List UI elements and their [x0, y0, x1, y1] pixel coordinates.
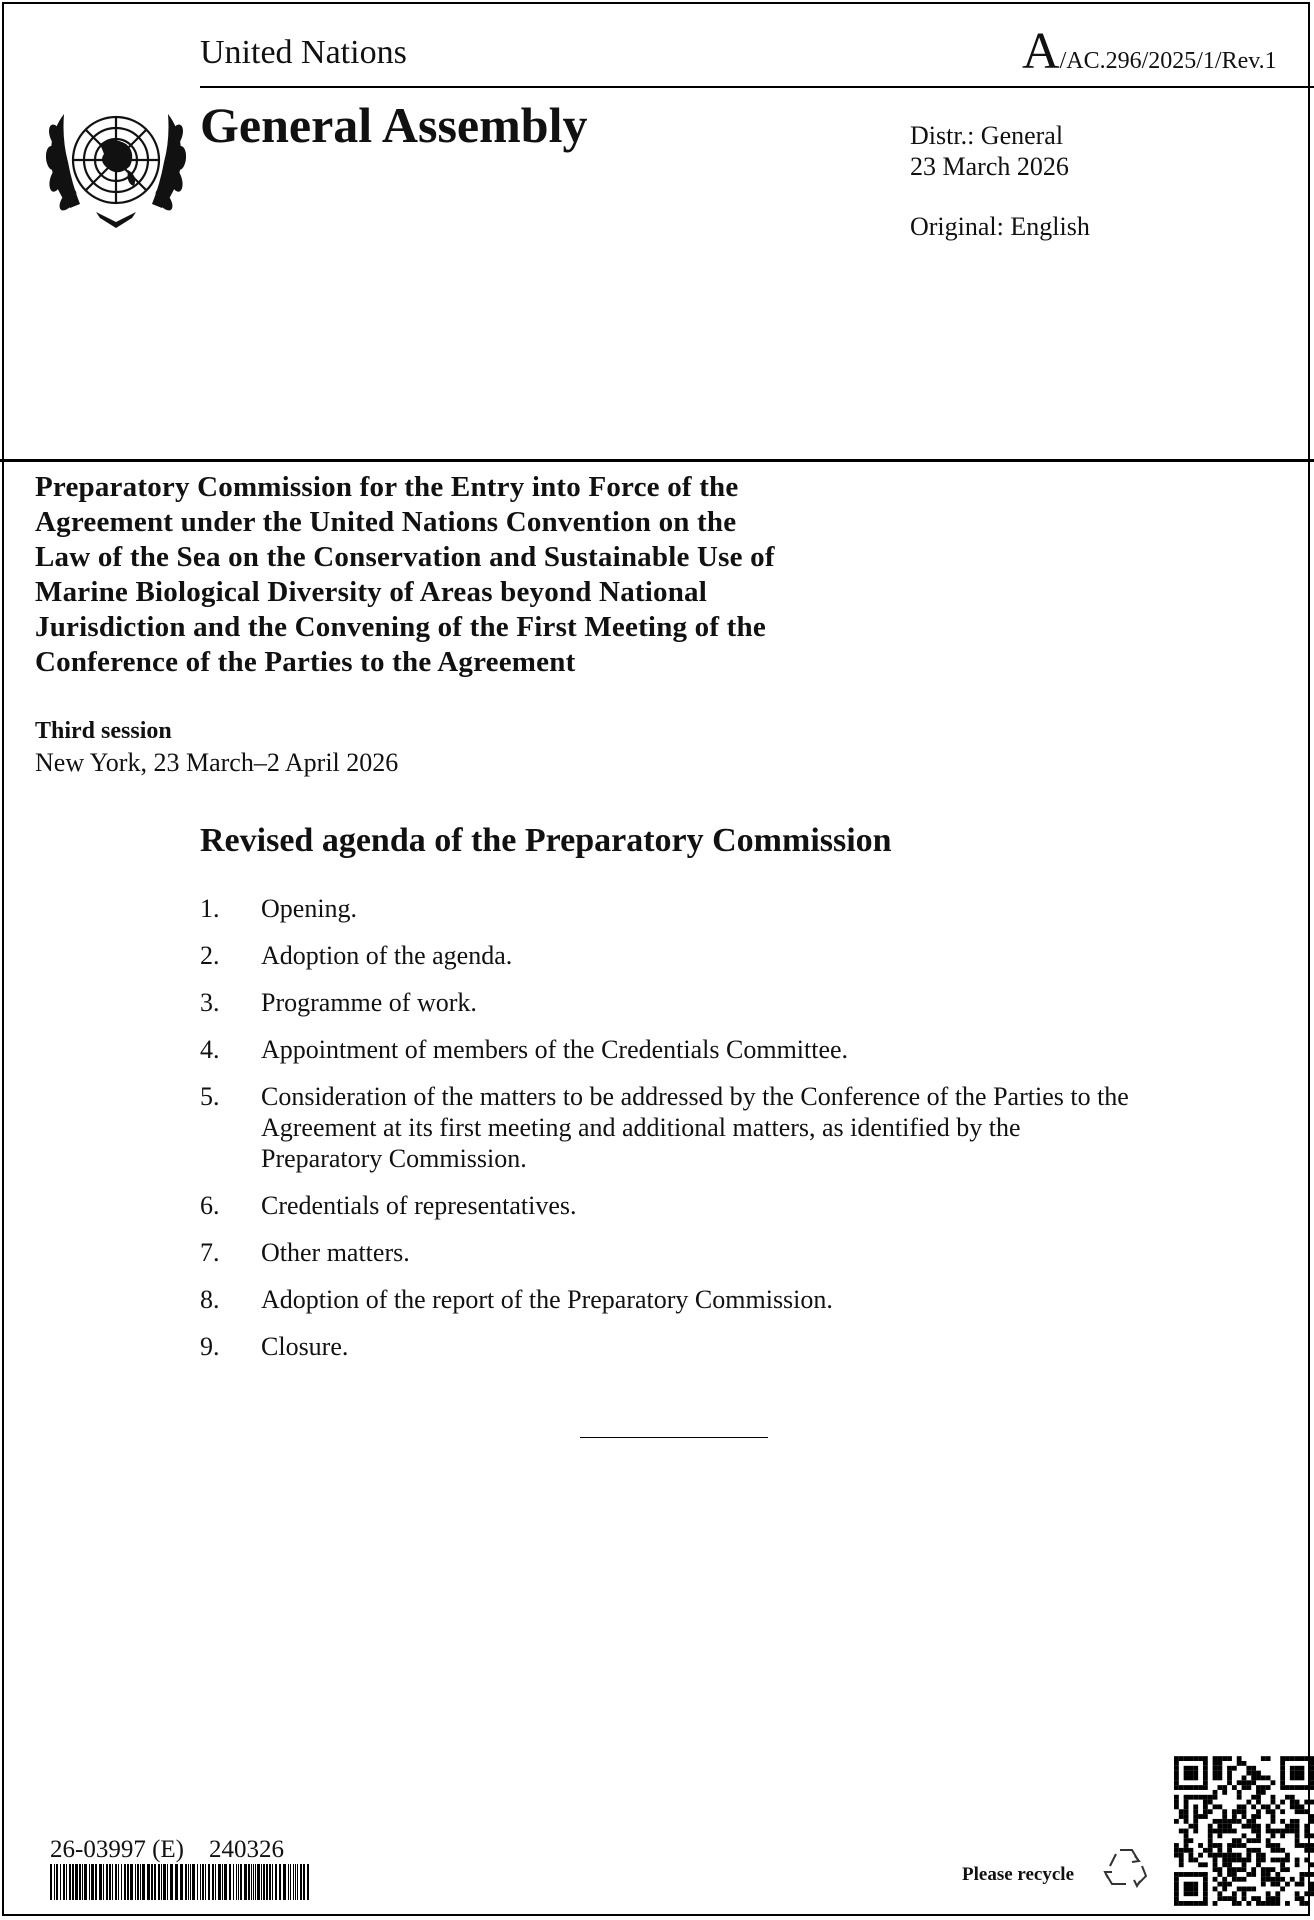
- agenda-item: [200, 893, 1130, 924]
- agenda-item: [200, 1081, 1130, 1174]
- document-date: 23 March 2026: [910, 152, 1069, 181]
- agenda-item-text: Adoption of the agenda.: [261, 941, 513, 970]
- qr-code-icon: [1174, 1756, 1314, 1906]
- recycle-text: Please recycle: [962, 1864, 1074, 1885]
- original-language: Original: English: [910, 212, 1090, 241]
- agenda-item: [200, 987, 1130, 1018]
- agenda-item-number: 6.: [200, 1191, 220, 1220]
- org-name: United Nations: [200, 34, 407, 71]
- committee-title: Preparatory Commission for the Entry into Force of the Agreement under the United Nations Convention on the Law of the Sea on the Conservation and Sustainable Use of Marine Biological Diversity of Areas beyond National Jurisdiction and the Convening of the First Meeting of the Conference of the Parties to the Agreement: [35, 471, 775, 678]
- symbol-letter: A: [1022, 23, 1060, 80]
- main-rule: [0, 459, 1314, 462]
- agenda-item-text: Appointment of members of the Credentials Committee.: [261, 1035, 849, 1064]
- agenda-list: [200, 893, 1130, 1378]
- agenda-item-text: Adoption of the report of the Preparatory Commission.: [261, 1285, 833, 1314]
- agenda-item: [200, 1331, 1130, 1362]
- distribution: Distr.: General: [910, 121, 1064, 150]
- agenda-item-number: 1.: [200, 894, 220, 923]
- agenda-item-number: 5.: [200, 1082, 220, 1111]
- agenda-item-number: 7.: [200, 1238, 220, 1267]
- barcode-icon: [50, 1864, 312, 1900]
- agenda-item-number: 4.: [200, 1035, 220, 1064]
- end-rule: [580, 1437, 768, 1438]
- agenda-item: [200, 1237, 1130, 1268]
- organ-title: General Assembly: [200, 97, 588, 153]
- agenda-item-text: Consideration of the matters to be addressed by the Conference of the Parties to the Agreement at its first meeting and additional matters, as identified by the Preparatory Commission.: [261, 1082, 1129, 1173]
- agenda-item-number: 3.: [200, 988, 220, 1017]
- agenda-item: [200, 1190, 1130, 1221]
- agenda-item-number: 2.: [200, 941, 220, 970]
- agenda-item-text: Other matters.: [261, 1238, 410, 1267]
- agenda-item: [200, 940, 1130, 971]
- agenda-item-text: Closure.: [261, 1332, 349, 1361]
- agenda-title: Revised agenda of the Preparatory Commission: [200, 822, 892, 859]
- session: Third session: [35, 718, 172, 744]
- agenda-item: [200, 1034, 1130, 1065]
- job-number: 26-03997 (E) 240326: [50, 1836, 284, 1863]
- agenda-item-text: Opening.: [261, 894, 358, 923]
- agenda-item-number: 9.: [200, 1332, 220, 1361]
- agenda-item-text: Credentials of representatives.: [261, 1191, 577, 1220]
- symbol-number: /AC.296/2025/1/Rev.1: [1059, 48, 1277, 74]
- un-emblem-icon: [40, 100, 192, 230]
- distribution-block: [910, 120, 1069, 182]
- place-and-date: New York, 23 March–2 April 2026: [35, 748, 399, 777]
- agenda-item-number: 8.: [200, 1285, 220, 1314]
- header-rule: [200, 86, 1314, 88]
- document-symbol: [1022, 22, 1277, 81]
- recycle-icon: [1102, 1844, 1150, 1890]
- agenda-item-text: Programme of work.: [261, 988, 477, 1017]
- agenda-item: [200, 1284, 1130, 1315]
